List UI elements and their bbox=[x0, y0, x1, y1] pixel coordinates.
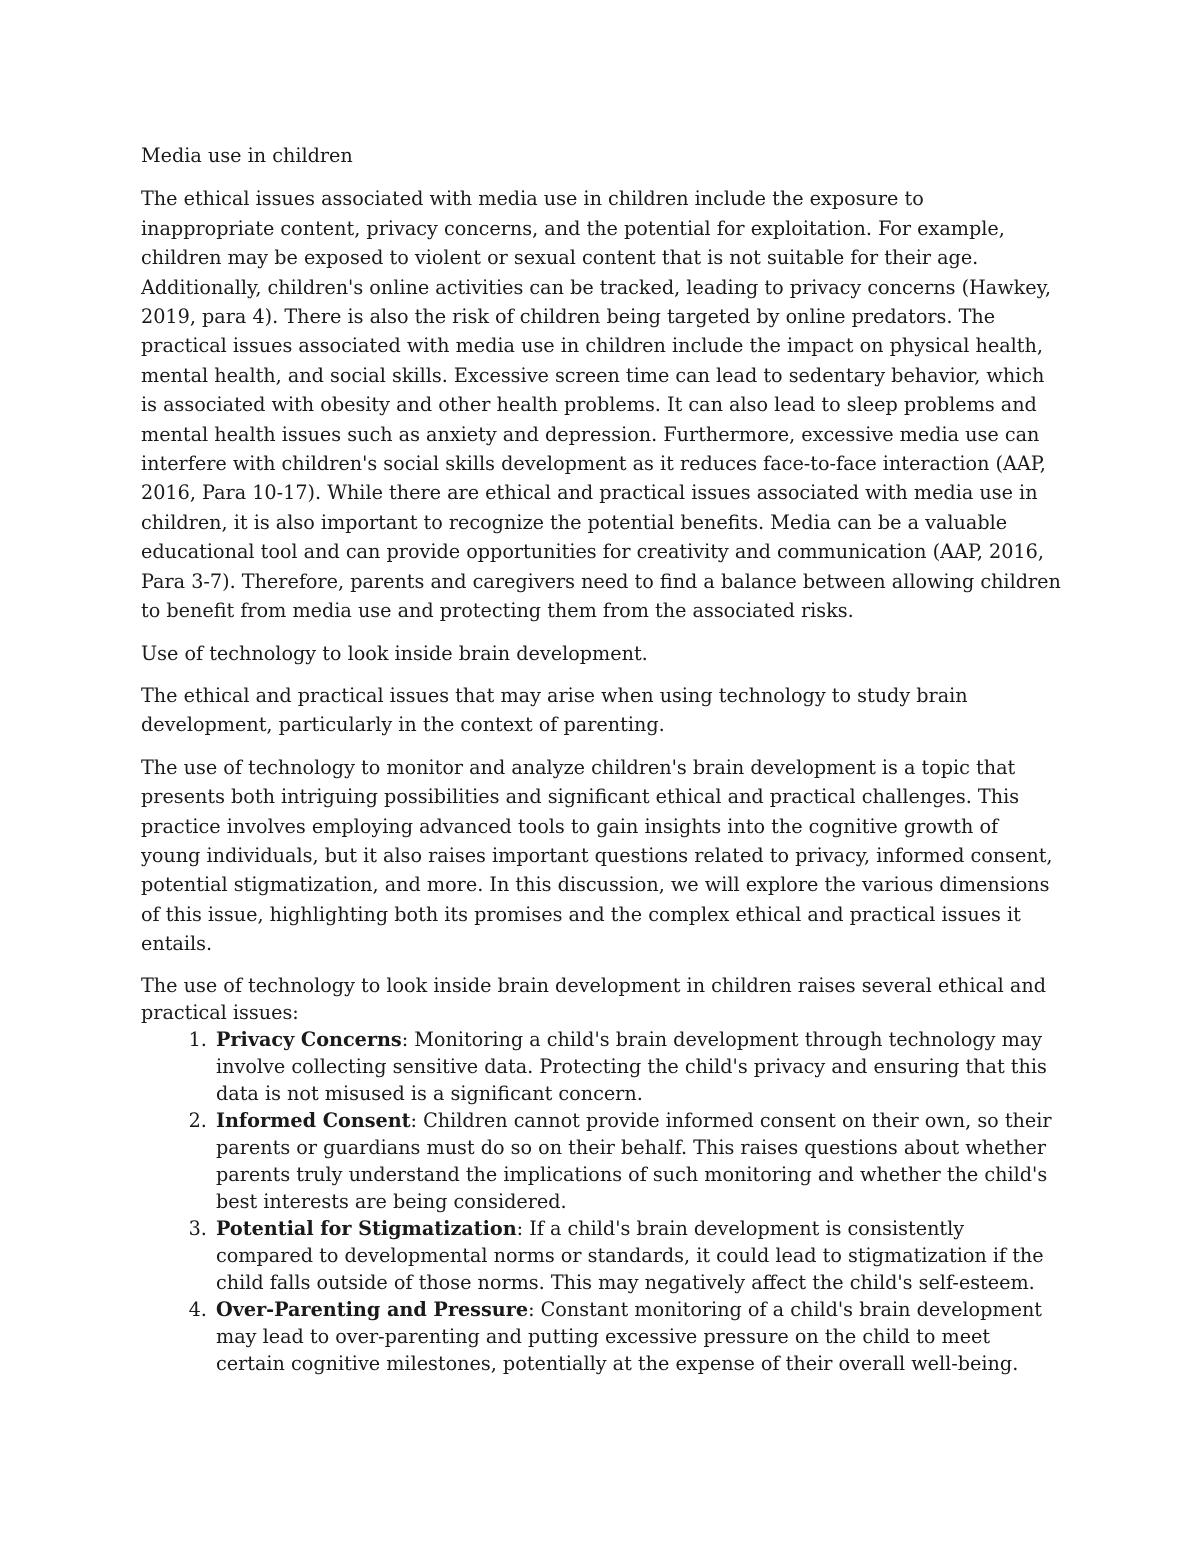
list-item-term: Informed Consent bbox=[216, 1108, 411, 1132]
list-item-term: Potential for Stigmatization bbox=[216, 1216, 517, 1240]
list-item-stigmatization bbox=[213, 1215, 1061, 1296]
list-item-term: Privacy Concerns bbox=[216, 1027, 402, 1051]
issues-list-intro: The use of technology to look inside brain development in children raises several ethical and practical issues: bbox=[141, 973, 1046, 1024]
list-item-term: Over-Parenting and Pressure bbox=[216, 1297, 529, 1321]
list-item-text: : Children cannot provide informed consent on their own, so their parents or guardians must do so on their behalf. This raises questions about whether parents truly understand the implications of such monitoring and whether the child's best interests are being considered. bbox=[216, 1108, 1052, 1213]
list-item-privacy-concerns bbox=[213, 1026, 1061, 1107]
list-item-informed-consent bbox=[213, 1107, 1061, 1215]
list-item-text: : Monitoring a child's brain development through technology may involve collecting sensitive data. Protecting the child's privacy and ensuring that this data is not misused is a significant concern. bbox=[216, 1027, 1047, 1105]
document-page bbox=[141, 141, 1061, 1377]
media-use-body-paragraph: The ethical issues associated with media use in children include the exposure to inappropriate content, privacy concerns, and the potential for exploitation. For example, children may be exposed to violent or sexual content that is not suitable for their age. Additionally, children's online activities can be tracked, leading to privacy concerns (Hawkey, 2019, para 4). There is also the risk of children being targeted by online predators. The practical issues associated with media use in children include the impact on physical health, mental health, and social skills. Excessive screen time can lead to sedentary behavior, which is associated with obesity and other health problems. It can also lead to sleep problems and mental health issues such as anxiety and depression. Furthermore, excessive media use can interfere with children's social skills development as it reduces face-to-face interaction (AAP, 2016, Para 10-17). While there are ethical and practical issues associated with media use in children, it is also important to recognize the potential benefits. Media can be a valuable educational tool and can provide opportunities for creativity and communication (AAP, 2016, Para 3-7). Therefore, parents and caregivers need to find a balance between allowing children to benefit from media use and protecting them from the associated risks. bbox=[141, 187, 1061, 623]
brain-development-intro-paragraph: The ethical and practical issues that may arise when using technology to study brain development, particularly in the context of parenting. bbox=[141, 683, 968, 737]
section-title-media-use: Media use in children bbox=[141, 144, 353, 167]
section-title-brain-development: Use of technology to look inside brain development. bbox=[141, 641, 648, 665]
list-item-over-parenting bbox=[213, 1296, 1061, 1377]
list-item-text: : Constant monitoring of a child's brain development may lead to over-parenting and putting excessive pressure on the child to meet certain cognitive milestones, potentially at the expense of their overall well-being. bbox=[216, 1297, 1043, 1375]
brain-development-discussion-paragraph: The use of technology to monitor and analyze children's brain development is a topic that presents both intriguing possibilities and significant ethical and practical challenges. This practice involves employing advanced tools to gain insights into the cognitive growth of young individuals, but it also raises important questions related to privacy, informed consent, potential stigmatization, and more. In this discussion, we will explore the various dimensions of this issue, highlighting both its promises and the complex ethical and practical issues it entails. bbox=[141, 755, 1053, 956]
list-item-text: : If a child's brain development is consistently compared to developmental norms or standards, it could lead to stigmatization if the child falls outside of those norms. This may negatively affect the child's self-esteem. bbox=[216, 1216, 1044, 1294]
issues-list bbox=[141, 1026, 1061, 1377]
